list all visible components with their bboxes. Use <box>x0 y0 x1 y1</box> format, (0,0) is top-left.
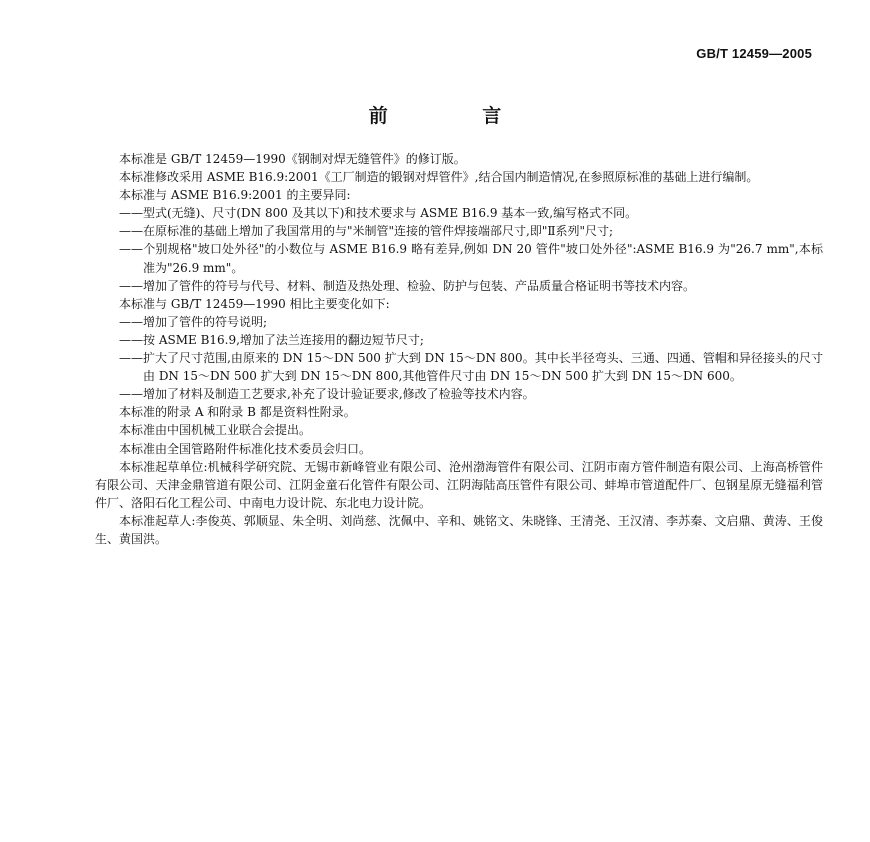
paragraph-revision: 本标准是 GB/T 12459—1990《钢制对焊无缝管件》的修订版。 <box>119 152 466 166</box>
paragraph-centralized: 本标准由全国管路附件标准化技术委员会归口。 <box>119 441 372 456</box>
list-item-change-2: ——按 ASME B16.9,增加了法兰连接用的翻边短节尺寸; <box>119 332 424 347</box>
paragraph-changes-intro: 本标准与 GB/T 12459—1990 相比主要变化如下: <box>119 296 390 311</box>
list-item-difference-4: ——增加了管件的符号与代号、材料、制造及热处理、检验、防护与包装、产品质量合格证明书等技术内容。 <box>119 278 696 293</box>
list-item-change-1: ——增加了管件的符号说明; <box>119 314 268 329</box>
foreword-body <box>95 150 823 548</box>
list-item-difference-2: ——在原标准的基础上增加了我国常用的与"米制管"连接的管件焊接端部尺寸,即"Ⅱ系列"尺寸; <box>119 224 614 239</box>
paragraph-drafters: 本标准起草人:李俊英、郭顺显、朱全明、刘尚慈、沈佩中、辛和、姚铭文、朱晓锋、王清尧、王汉清、李苏秦、文启鼎、黄涛、王俊生、黄国洪。 <box>95 513 823 546</box>
paragraph-differences-intro: 本标准与 ASME B16.9:2001 的主要异同: <box>119 188 351 203</box>
list-item-difference-3: ——个别规格"坡口处外径"的小数位与 ASME B16.9 略有差异,例如 DN 20 管件"坡口处外径":ASME B16.9 为"26.7 mm",本标准为"26.9 mm"。 <box>119 242 823 275</box>
paragraph-proposer: 本标准由中国机械工业联合会提出。 <box>119 423 312 438</box>
page-title: 前 言 <box>368 105 546 127</box>
paragraph-drafting-units: 本标准起草单位:机械科学研究院、无锡市新峰管业有限公司、沧州渤海管件有限公司、江阴市南方管件制造有限公司、上海高桥管件有限公司、天津金鼎管道有限公司、江阴金童石化管件有限公司、江阴海陆高压管件有限公司、蚌埠市管道配件厂、包钢星原无缝福利管件厂、洛阳石化工程公司、中南电力设计院、东北电力设计院。 <box>95 459 823 510</box>
list-item-difference-1: ——型式(无缝)、尺寸(DN 800 及其以下)和技术要求与 ASME B16.9 基本一致,编写格式不同。 <box>119 206 638 221</box>
list-item-change-3: ——扩大了尺寸范围,由原来的 DN 15～DN 500 扩大到 DN 15～DN 800。其中长半径弯头、三通、四通、管帽和异径接头的尺寸由 DN 15～DN 500 扩大到 DN 15～DN 800,其他管件尺寸由 DN 15～DN 500 扩大到 DN 15～DN 600。 <box>119 351 823 384</box>
list-item-change-4: ——增加了材料及制造工艺要求,补充了设计验证要求,修改了检验等技术内容。 <box>119 387 535 402</box>
paragraph-adoption: 本标准修改采用 ASME B16.9:2001《工厂制造的锻钢对焊管件》,结合国内制造情况,在参照原标准的基础上进行编制。 <box>119 170 759 185</box>
paragraph-appendix: 本标准的附录 A 和附录 B 都是资料性附录。 <box>119 405 356 420</box>
standard-number: GB/T 12459—2005 <box>696 46 812 61</box>
